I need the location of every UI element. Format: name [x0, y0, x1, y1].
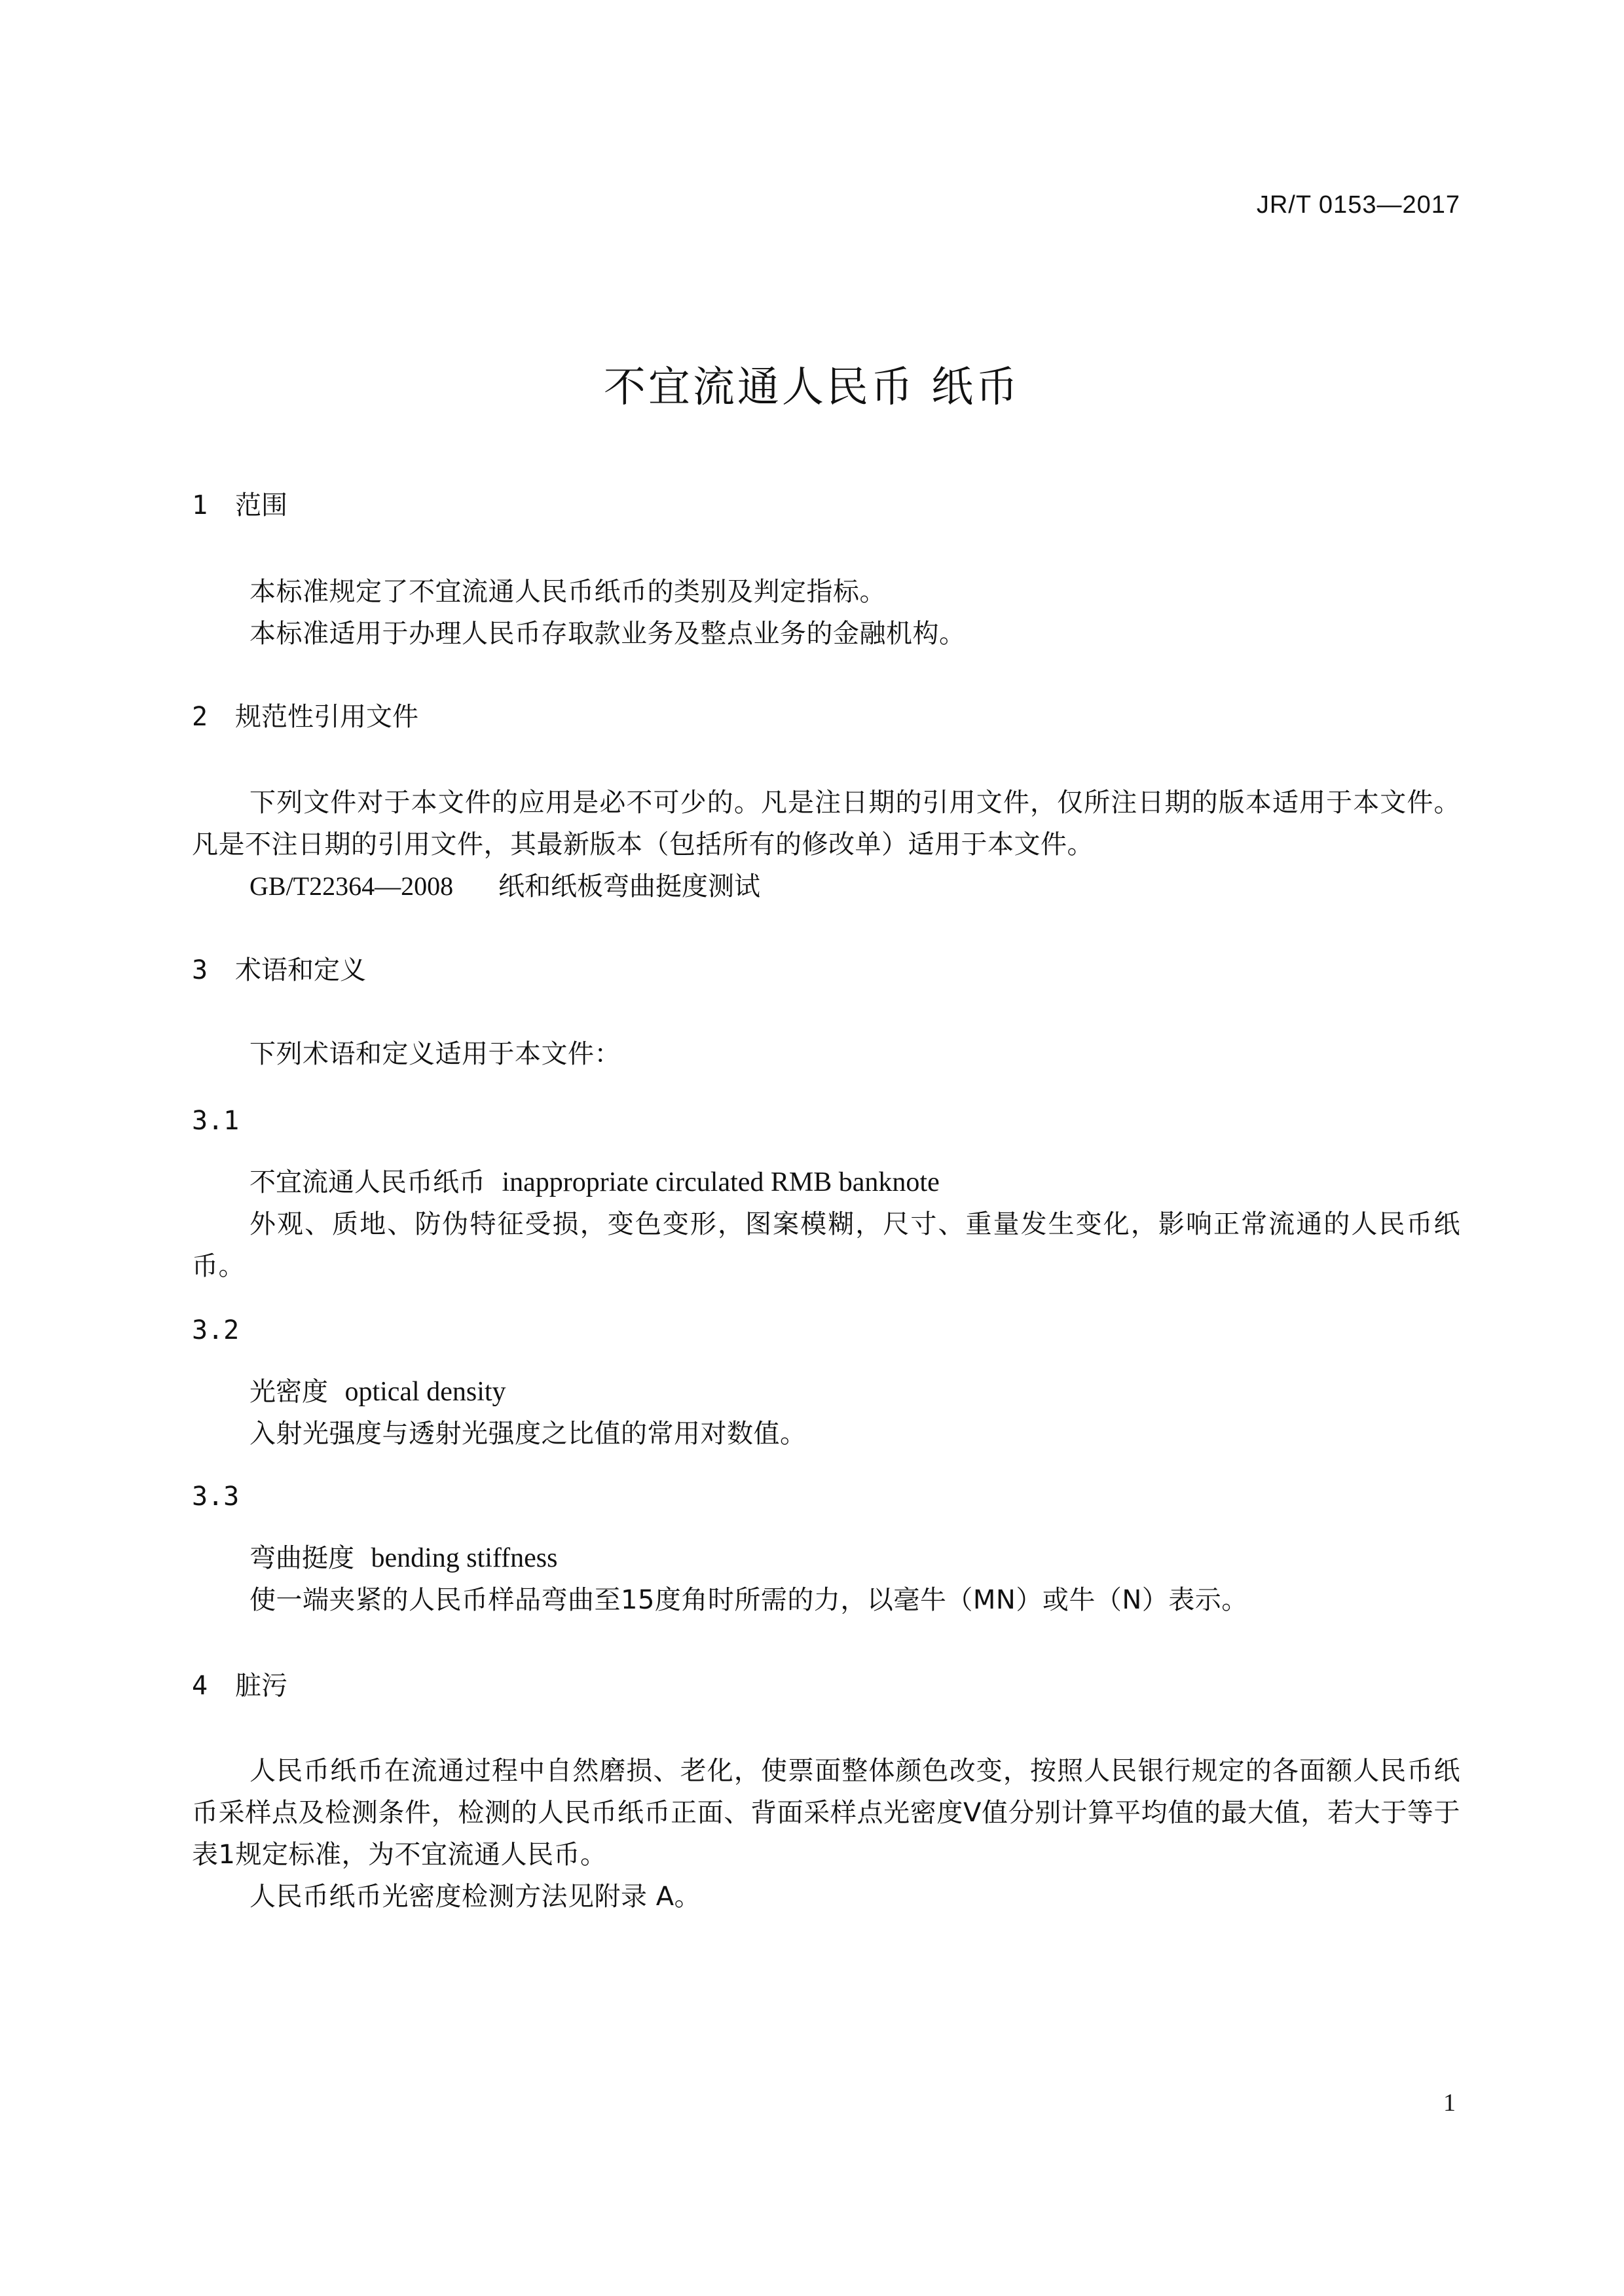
term-en: inappropriate circulated RMB banknote — [502, 1167, 940, 1197]
document-title: 不宜流通人民币 纸币 — [603, 363, 1021, 412]
term-zh: 光密度 — [249, 1377, 328, 1407]
section-title: 术语和定义 — [235, 955, 366, 985]
section-number: 1 — [192, 490, 208, 520]
normative-reference — [192, 866, 1460, 907]
term-3-3-number: 3.3 — [192, 1482, 240, 1512]
term-en: optical density — [344, 1377, 506, 1407]
term-3-1 — [192, 1161, 1460, 1287]
section-4-heading — [192, 1673, 1460, 1699]
section-title: 规范性引用文件 — [235, 702, 418, 732]
standard-code: JR/T 0153—2017 — [1256, 191, 1460, 219]
paragraph: 本标准规定了不宜流通人民币纸币的类别及判定指标。 — [249, 577, 886, 607]
section-3-heading — [192, 957, 1460, 983]
section-3-intro — [192, 1033, 1460, 1075]
section-1-body — [192, 571, 1460, 655]
paragraph: 下列术语和定义适用于本文件： — [249, 1039, 621, 1069]
reference-title: 纸和纸板弯曲挺度测试 — [498, 871, 760, 902]
section-1-heading — [192, 492, 1460, 519]
paragraph: 人民币纸币光密度检测方法见附录 A。 — [249, 1882, 701, 1912]
section-number: 2 — [192, 702, 208, 732]
paragraph: 人民币纸币在流通过程中自然磨损、老化，使票面整体颜色改变，按照人民银行规定的各面额人民币纸币采样点及检测条件，检测的人民币纸币正面、背面采样点光密度V值分别计算平均值的最大值，若大于等于表1规定标准，为不宜流通人民币。 — [192, 1756, 1460, 1870]
term-en: bending stiffness — [371, 1543, 558, 1573]
term-3-1-number: 3.1 — [192, 1106, 240, 1136]
section-number: 4 — [192, 1671, 208, 1701]
paragraph: 下列文件对于本文件的应用是必不可少的。凡是注日期的引用文件，仅所注日期的版本适用于本文件。凡是不注日期的引用文件，其最新版本（包括所有的修改单）适用于本文件。 — [192, 788, 1460, 860]
term-heading — [192, 1371, 1460, 1413]
term-3-2-number: 3.2 — [192, 1315, 240, 1345]
section-title: 脏污 — [235, 1671, 287, 1701]
term-zh: 弯曲挺度 — [249, 1543, 354, 1573]
reference-code: GB/T22364—2008 — [249, 871, 454, 901]
section-4-body — [192, 1750, 1460, 1918]
term-3-2 — [192, 1371, 1460, 1455]
term-definition: 使一端夹紧的人民币样品弯曲至15度角时所需的力，以毫牛（MN）或牛（N）表示。 — [249, 1585, 1248, 1615]
paragraph: 本标准适用于办理人民币存取款业务及整点业务的金融机构。 — [249, 619, 966, 649]
section-2-body — [192, 782, 1460, 907]
page-number: 1 — [1443, 2089, 1456, 2117]
section-2-heading — [192, 704, 1460, 730]
term-definition: 入射光强度与透射光强度之比值的常用对数值。 — [249, 1419, 807, 1449]
section-number: 3 — [192, 955, 208, 985]
term-definition: 外观、质地、防伪特征受损，变色变形，图案模糊，尺寸、重量发生变化，影响正常流通的人民币纸币。 — [192, 1209, 1460, 1281]
term-zh: 不宜流通人民币纸币 — [249, 1167, 485, 1197]
term-heading — [192, 1537, 1460, 1579]
term-3-3 — [192, 1537, 1460, 1621]
section-title: 范围 — [235, 490, 287, 520]
term-heading — [192, 1161, 1460, 1203]
